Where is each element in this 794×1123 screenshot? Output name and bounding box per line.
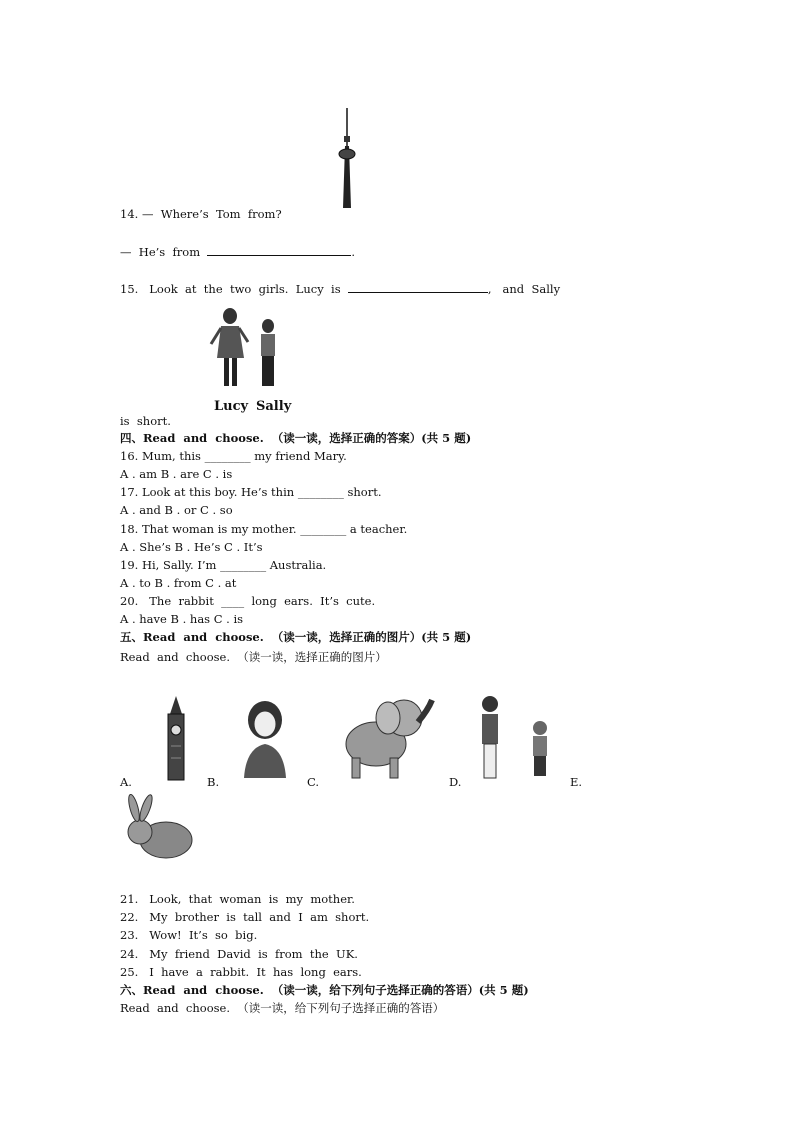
option-label-e: E. [570,775,583,789]
q20-options[interactable]: A . have B . has C . is [120,612,244,626]
section5-title: 五、Read and choose. （读一读，选择正确的图片）(共 5 题) [120,630,472,644]
answer-blank[interactable] [348,282,488,293]
q14-answer: — He’s from . [120,245,356,259]
q16: 16. Mum, this ________ my friend Mary. [120,449,347,463]
q17: 17. Look at this boy. He’s thin ________ short. [120,485,382,499]
option-label-a: A. [120,775,132,789]
q20: 20. The rabbit ____ long ears. It’s cute. [120,594,376,608]
q15-question: 15. Look at the two girls. Lucy is , and Sally [120,282,561,296]
q14-question: 14. — Where’s Tom from? [120,207,282,221]
section4-title: 四、Read and choose. （读一读，选择正确的答案）(共 5 题) [120,431,472,445]
q21: 21. Look, that woman is my mother. [120,892,355,906]
big-ben-icon [162,696,190,782]
woman-portrait-icon [238,698,292,780]
q24: 24. My friend David is from the UK. [120,947,358,961]
option-label-d: D. [449,775,462,789]
answer-blank[interactable] [207,245,351,256]
q22: 22. My brother is tall and I am short. [120,910,370,924]
elephant-icon [336,688,436,782]
rabbit-icon [120,794,196,862]
option-label-c: C. [307,775,320,789]
q23: 23. Wow! It’s so big. [120,928,258,942]
section6-instruction: Read and choose. （读一读，给下列句子选择正确的答语） [120,1001,445,1015]
q19-options[interactable]: A . to B . from C . at [120,576,237,590]
option-label-b: B. [207,775,220,789]
image-name-sally: Sally [256,399,292,414]
q19: 19. Hi, Sally. I’m ________ Australia. [120,558,327,572]
q25: 25. I have a rabbit. It has long ears. [120,965,362,979]
cn-tower-icon [332,106,362,210]
q16-options[interactable]: A . am B . are C . is [120,467,233,481]
q18: 18. That woman is my mother. ________ a teacher. [120,522,408,536]
q15-end: is short. [120,414,171,428]
section6-title: 六、Read and choose. （读一读，给下列句子选择正确的答语）(共 5 题) [120,983,529,997]
q18-options[interactable]: A . She’s B . He’s C . It’s [120,540,263,554]
q17-options[interactable]: A . and B . or C . so [120,503,233,517]
section5-instruction: Read and choose. （读一读，选择正确的图片） [120,650,387,664]
image-name-lucy: Lucy [214,399,249,414]
two-boys-icon [476,694,556,780]
